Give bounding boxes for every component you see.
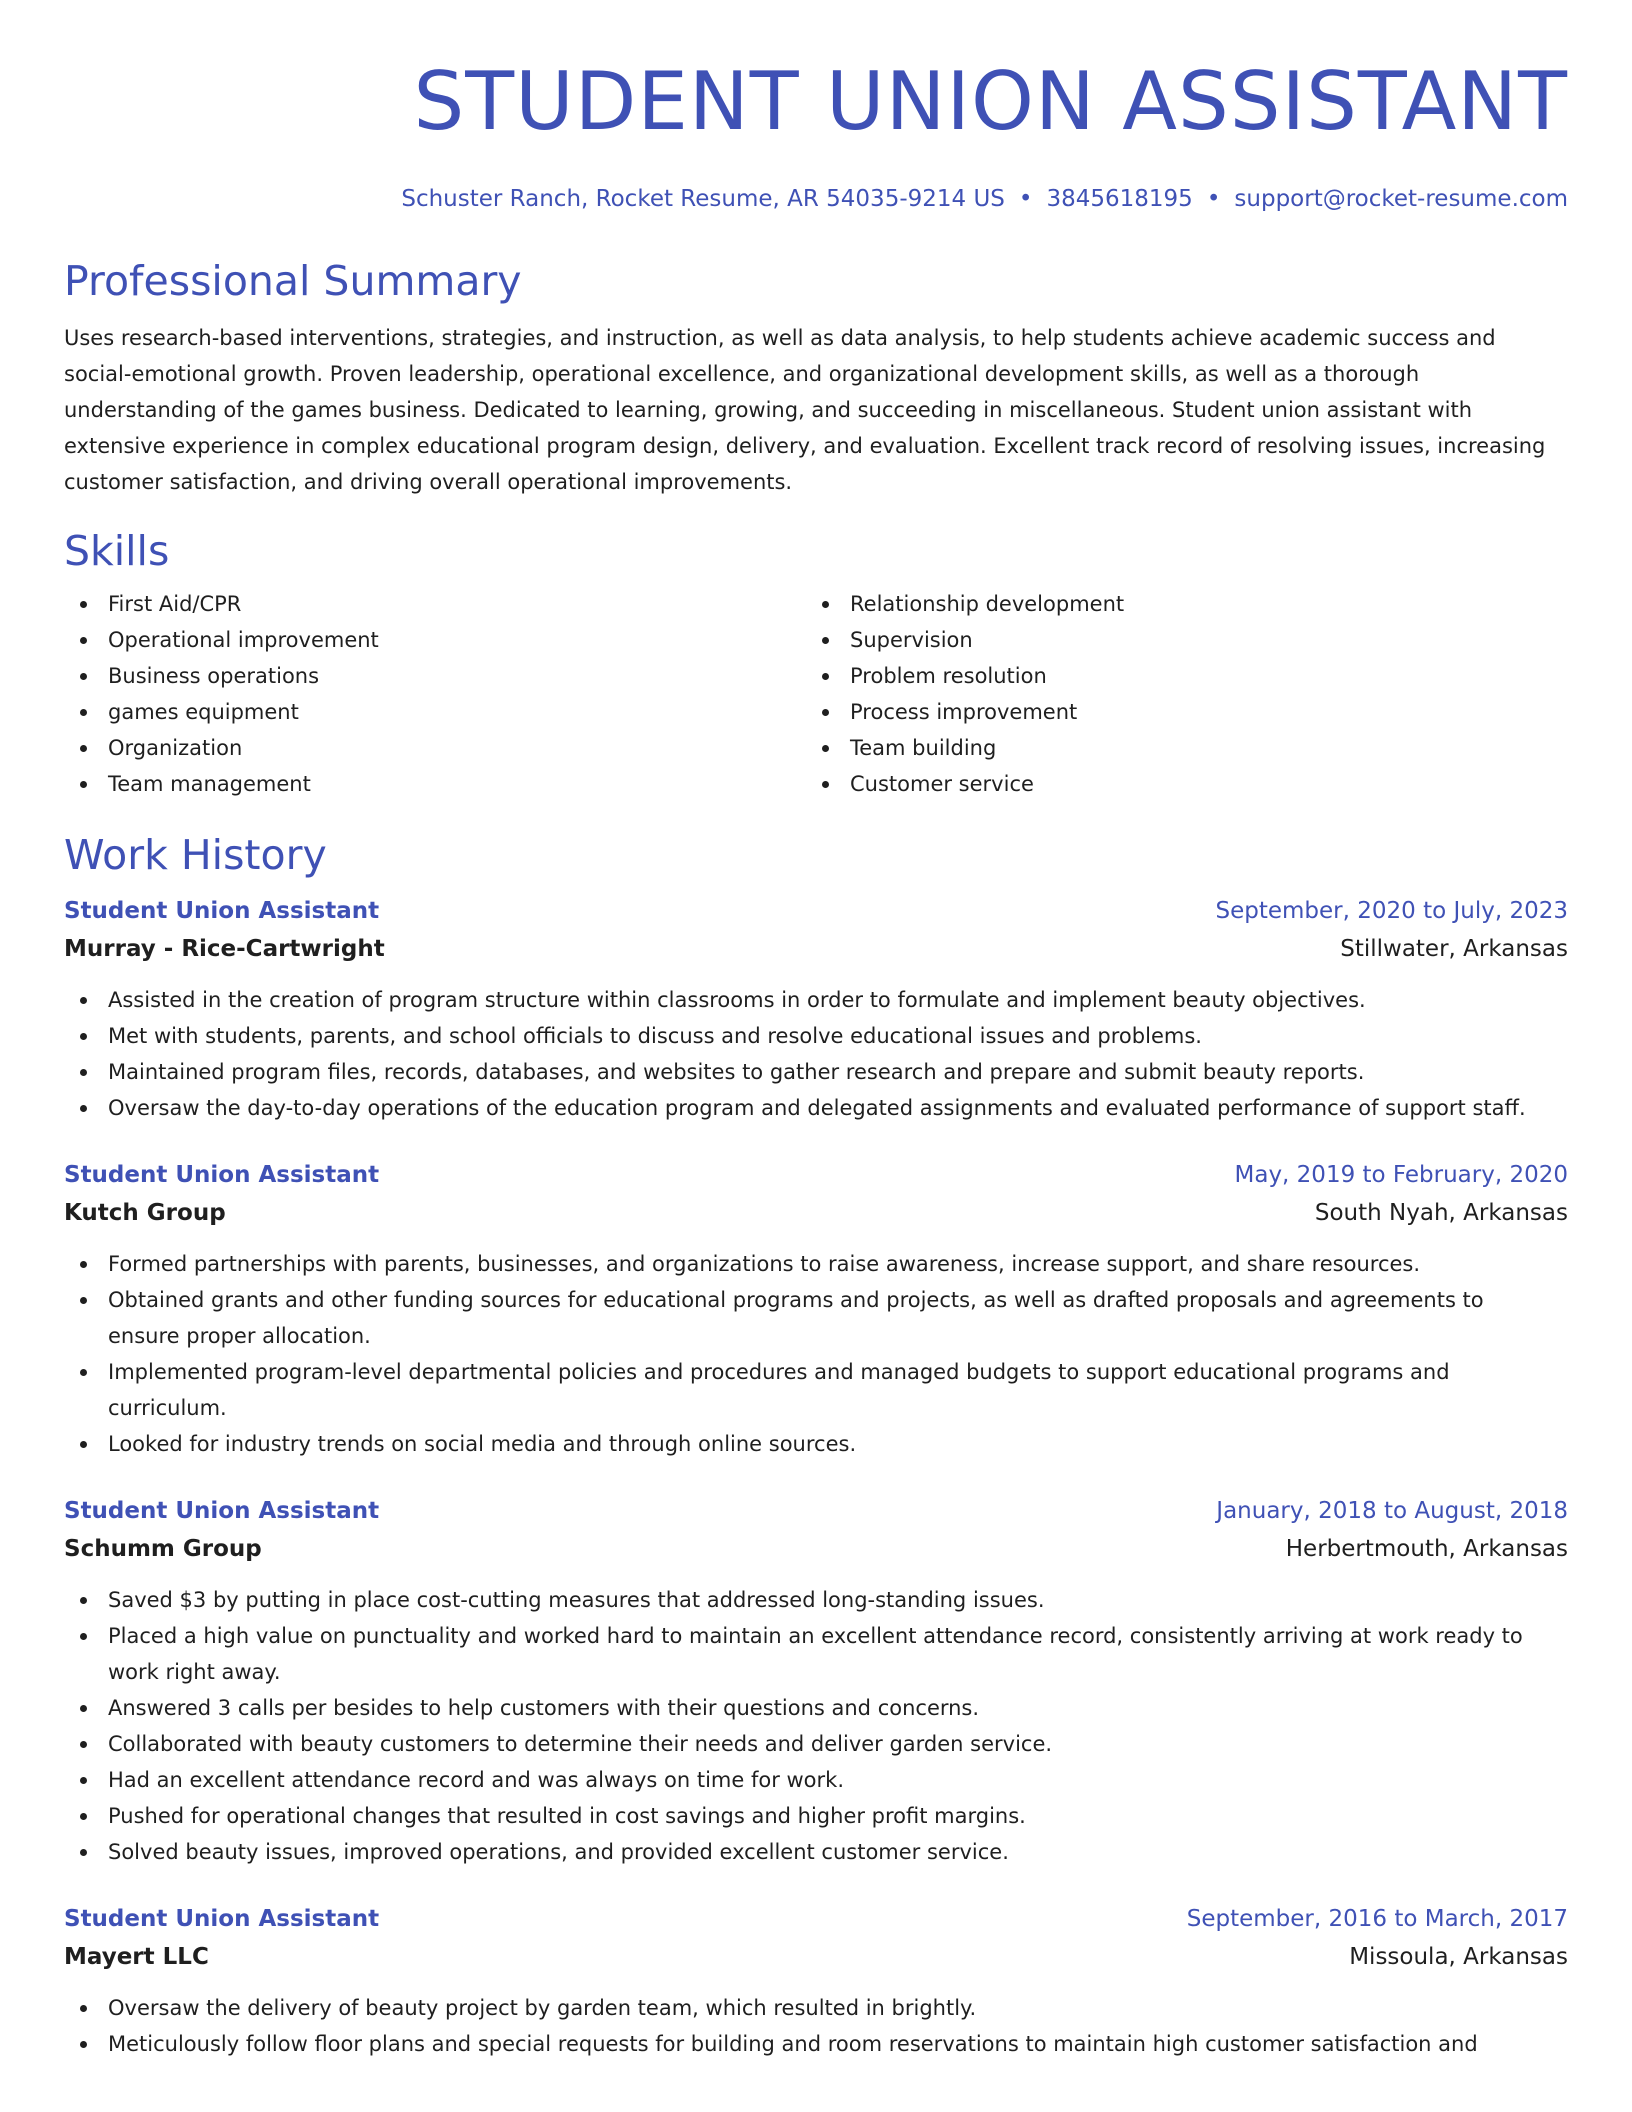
job-dates: September, 2020 to July, 2023 xyxy=(1215,898,1568,924)
job-bullet: Meticulously follow floor plans and special requests for building and room reservations to maintain high customer satisfaction and xyxy=(64,2026,1556,2062)
contact-email: support@rocket-resume.com xyxy=(1234,186,1568,212)
job-bullet: Oversaw the day-to-day operations of the education program and delegated assignments and evaluated performance of support staff. xyxy=(64,1090,1556,1126)
job-title: Student Union Assistant xyxy=(64,1162,380,1188)
job-bullet: Assisted in the creation of program structure within classrooms in order to formulate and implement beauty objectives. xyxy=(64,982,1556,1018)
job-location: South Nyah, Arkansas xyxy=(1314,1200,1568,1226)
job-subheader xyxy=(64,1938,1568,1976)
job-entry xyxy=(64,1900,1568,2062)
work-history-heading: Work History xyxy=(64,831,327,879)
job-bullet: Answered 3 calls per besides to help customers with their questions and concerns. xyxy=(64,1690,1556,1726)
job-bullet: Implemented program-level departmental policies and procedures and managed budgets to support educational programs and curriculum. xyxy=(64,1354,1556,1426)
contact-line xyxy=(64,184,1568,214)
job-title: Student Union Assistant xyxy=(64,898,380,924)
job-location: Stillwater, Arkansas xyxy=(1340,936,1568,962)
skill-item: Operational improvement xyxy=(64,622,806,658)
skills-column-left xyxy=(64,586,806,802)
resume-name-title: STUDENT UNION ASSISTANT xyxy=(413,55,1568,148)
job-dates: May, 2019 to February, 2020 xyxy=(1234,1162,1568,1188)
job-dates: September, 2016 to March, 2017 xyxy=(1186,1906,1568,1932)
summary-text: Uses research-based interventions, strategies, and instruction, as well as data analysis, to help students achieve academic success and social-emotional growth. Proven leadership, operational excellence, and organizational development skills, as well as a thorough understanding of the games business. Dedicated to learning, growing, and succeeding in miscellaneous. Student union assistant with extensive experience in complex educational program design, delivery, and evaluation. Excellent track record of resolving issues, increasing customer satisfaction, and driving overall operational improvements. xyxy=(64,326,1546,494)
job-bullets xyxy=(64,1246,1568,1462)
job-company: Schumm Group xyxy=(64,1536,262,1562)
job-bullet: Formed partnerships with parents, businesses, and organizations to raise awareness, increase support, and share resources. xyxy=(64,1246,1556,1282)
job-title: Student Union Assistant xyxy=(64,1906,380,1932)
job-bullet: Maintained program files, records, databases, and websites to gather research and prepare and submit beauty reports. xyxy=(64,1054,1556,1090)
skill-item: Team building xyxy=(806,730,1548,766)
resume-page xyxy=(64,0,1568,2062)
job-bullets xyxy=(64,1990,1568,2062)
job-bullet: Had an excellent attendance record and was always on time for work. xyxy=(64,1762,1556,1798)
job-bullet: Oversaw the delivery of beauty project by garden team, which resulted in brightly. xyxy=(64,1990,1556,2026)
summary-heading: Professional Summary xyxy=(64,257,522,305)
skill-item: First Aid/CPR xyxy=(64,586,806,622)
skills-heading: Skills xyxy=(64,527,170,575)
job-bullets xyxy=(64,982,1568,1126)
job-subheader xyxy=(64,1194,1568,1232)
skill-item: Process improvement xyxy=(806,694,1548,730)
job-bullet: Placed a high value on punctuality and worked hard to maintain an excellent attendance record, consistently arriving at work ready to work right away. xyxy=(64,1618,1556,1690)
job-header xyxy=(64,1492,1568,1530)
skill-item: Team management xyxy=(64,766,806,802)
skill-item: Customer service xyxy=(806,766,1548,802)
job-bullets xyxy=(64,1582,1568,1870)
job-location: Missoula, Arkansas xyxy=(1349,1944,1568,1970)
skill-item: games equipment xyxy=(64,694,806,730)
job-subheader xyxy=(64,930,1568,968)
skill-item: Supervision xyxy=(806,622,1548,658)
job-bullet: Met with students, parents, and school officials to discuss and resolve educational issues and problems. xyxy=(64,1018,1556,1054)
job-location: Herbertmouth, Arkansas xyxy=(1285,1536,1568,1562)
job-bullet: Looked for industry trends on social media and through online sources. xyxy=(64,1426,1556,1462)
skills-column-right xyxy=(806,586,1548,802)
job-bullet: Obtained grants and other funding sources for educational programs and projects, as well as drafted proposals and agreements to ensure proper allocation. xyxy=(64,1282,1556,1354)
job-entry xyxy=(64,1492,1568,1870)
job-bullet: Pushed for operational changes that resulted in cost savings and higher profit margins. xyxy=(64,1798,1556,1834)
job-header xyxy=(64,1156,1568,1194)
job-company: Murray - Rice-Cartwright xyxy=(64,936,385,962)
job-subheader xyxy=(64,1530,1568,1568)
contact-separator: • xyxy=(1018,186,1033,212)
contact-separator: • xyxy=(1206,186,1221,212)
job-header xyxy=(64,1900,1568,1938)
job-company: Kutch Group xyxy=(64,1200,226,1226)
job-header xyxy=(64,892,1568,930)
job-title: Student Union Assistant xyxy=(64,1498,380,1524)
job-dates: January, 2018 to August, 2018 xyxy=(1216,1498,1568,1524)
skills-list xyxy=(64,586,1568,802)
job-entry xyxy=(64,892,1568,1126)
contact-phone: 3845618195 xyxy=(1046,186,1193,212)
skill-item: Business operations xyxy=(64,658,806,694)
job-bullet: Collaborated with beauty customers to determine their needs and deliver garden service. xyxy=(64,1726,1556,1762)
skill-item: Relationship development xyxy=(806,586,1548,622)
job-entry xyxy=(64,1156,1568,1462)
job-bullet: Saved $3 by putting in place cost-cutting measures that addressed long-standing issues. xyxy=(64,1582,1556,1618)
job-bullet: Solved beauty issues, improved operations, and provided excellent customer service. xyxy=(64,1834,1556,1870)
contact-address: Schuster Ranch, Rocket Resume, AR 54035-9214 US xyxy=(401,186,1005,212)
job-company: Mayert LLC xyxy=(64,1944,209,1970)
skill-item: Organization xyxy=(64,730,806,766)
skill-item: Problem resolution xyxy=(806,658,1548,694)
